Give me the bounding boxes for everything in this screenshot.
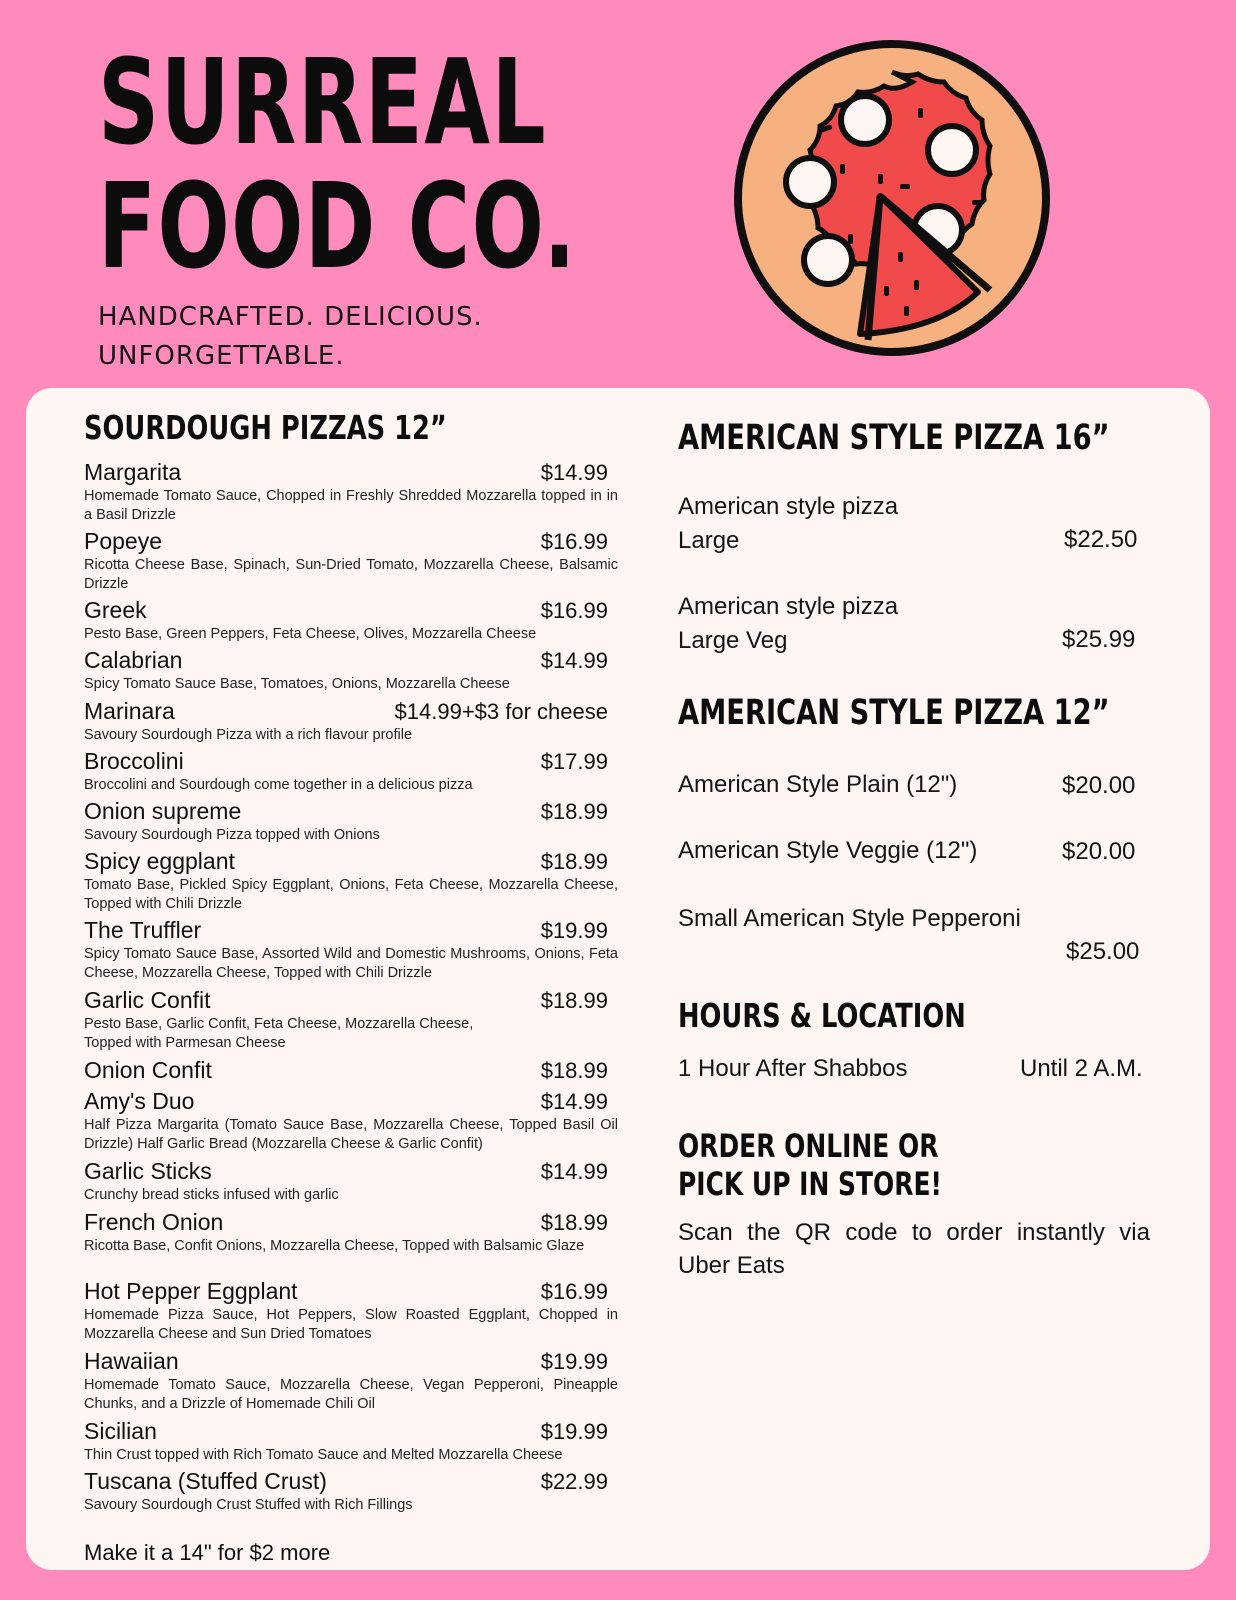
item-name: The Truffler [84,917,202,943]
american-16-item-1-line-1: American style pizza [678,493,899,520]
item-name: Onion supreme [84,798,242,824]
menu-item [84,1209,618,1278]
order-heading-line-1: ORDER ONLINE OR [678,1127,939,1165]
item-description: Crunchy bread sticks infused with garlic [84,1187,339,1203]
item-price: $14.99 [540,648,608,673]
item-price: $18.99 [540,799,608,824]
american-16-item-1-line-2: Large [678,527,740,554]
menu-item [84,987,618,1057]
menu-item [84,1088,618,1158]
tagline-line-1: HANDCRAFTED. DELICIOUS. [98,302,483,332]
item-name: Amy's Duo [84,1088,195,1114]
sourdough-heading: SOURDOUGH PIZZAS 12” [84,408,447,447]
american-16-item-2-line-1: American style pizza [678,593,899,620]
item-price: $14.99 [540,460,608,485]
item-name: Onion Confit [84,1057,212,1083]
american-12-item-2-price: $20.00 [1062,838,1136,865]
item-description: Pesto Base, Green Peppers, Feta Cheese, Olives, Mozzarella Cheese [84,626,537,642]
item-price: $14.99+$3 for cheese [394,699,608,724]
item-name: Tuscana (Stuffed Crust) [84,1468,327,1494]
tagline-line-2: UNFORGETTABLE. [98,341,345,371]
menu-item [84,848,618,917]
item-name: Hawaiian [84,1348,179,1374]
item-description: Broccolini and Sourdough come together in a delicious pizza [84,777,473,793]
item-description: Spicy Tomato Sauce Base, Assorted Wild and Domestic Mushrooms, Onions, Feta Cheese, Mozzarella Cheese, Topped with Chili Drizzle [84,946,618,981]
item-name: Sicilian [84,1418,157,1444]
pizza-slice-icon [728,34,1056,362]
menu-item [84,748,618,798]
item-price: $18.99 [540,988,608,1013]
menu-item [84,459,618,528]
item-description: Homemade Tomato Sauce, Mozzarella Cheese, Vegan Pepperoni, Pineapple Chunks, and a Drizzle of Homemade Chili Oil [84,1377,618,1412]
item-description: Homemade Tomato Sauce, Chopped in Freshly Shredded Mozzarella topped in in a Basil Drizzle [84,488,618,523]
item-price: $18.99 [540,1058,608,1083]
brand-line-1: SURREAL [98,33,548,171]
item-price: $17.99 [540,749,608,774]
american-16-heading: AMERICAN STYLE PIZZA 16” [678,418,1110,458]
item-price: $16.99 [540,529,608,554]
item-description: Spicy Tomato Sauce Base, Tomatoes, Onions, Mozzarella Cheese [84,676,510,692]
item-price: $14.99 [540,1159,608,1184]
item-description: Savoury Sourdough Pizza topped with Onions [84,827,380,843]
item-description: Savoury Sourdough Crust Stuffed with Rich Fillings [84,1497,413,1513]
item-description: Half Pizza Margarita (Tomato Sauce Base, Mozzarella Cheese, Topped Basil Oil Drizzle) Half Garlic Bread (Mozzarella Cheese & Garlic Confit) [84,1117,618,1152]
item-price: $19.99 [540,1349,608,1374]
menu-item [84,1348,618,1418]
item-name: Garlic Confit [84,987,211,1013]
item-price: $19.99 [540,1419,608,1444]
menu-item [84,1278,618,1348]
american-12-heading: AMERICAN STYLE PIZZA 12” [678,693,1110,733]
menu-item [84,798,618,848]
american-12-item-1-price: $20.00 [1062,772,1136,799]
american-16-item-2-line-2: Large Veg [678,627,788,654]
menu-item [84,1468,618,1518]
menu-item [84,1057,618,1088]
brand-title [98,33,578,295]
hours-heading: HOURS & LOCATION [678,996,966,1035]
order-heading [678,1127,942,1203]
item-price: $19.99 [540,918,608,943]
item-description: Ricotta Base, Confit Onions, Mozzarella Cheese, Topped with Balsamic Glaze [84,1238,585,1254]
menu-item [84,528,618,597]
item-name: Marinara [84,698,175,724]
item-name: Greek [84,597,147,623]
item-name: Popeye [84,528,163,554]
order-instructions: Scan the QR code to order instantly via Uber Eats [678,1219,1150,1279]
item-description: Ricotta Cheese Base, Spinach, Sun-Dried Tomato, Mozzarella Cheese, Balsamic Drizzle [84,557,618,592]
menu-item [84,698,618,748]
item-name: French Onion [84,1209,224,1235]
sourdough-list [84,459,618,1518]
menu-item [84,917,618,987]
hours-close: Until 2 A.M. [1020,1055,1143,1082]
brand-line-2: FOOD CO. [98,157,578,295]
item-price: $16.99 [540,1279,608,1304]
hours-open: 1 Hour After Shabbos [678,1055,908,1082]
item-description: Tomato Base, Pickled Spicy Eggplant, Onions, Feta Cheese, Mozzarella Cheese, Topped with Chili Drizzle [84,877,618,912]
order-heading-line-2: PICK UP IN STORE! [678,1165,942,1203]
item-name: Spicy eggplant [84,848,235,874]
item-description: Savoury Sourdough Pizza with a rich flavour profile [84,727,413,743]
american-12-item-3-price: $25.00 [1066,938,1140,965]
american-12-item-1-name: American Style Plain (12") [678,771,958,798]
item-price: $16.99 [540,598,608,623]
tagline [98,298,483,376]
item-description: Thin Crust topped with Rich Tomato Sauce and Melted Mozzarella Cheese [84,1447,563,1463]
american-16-item-2-price: $25.99 [1062,626,1136,653]
menu-item [84,647,618,698]
item-price: $14.99 [540,1089,608,1114]
item-price: $18.99 [540,1210,608,1235]
item-description: Pesto Base, Garlic Confit, Feta Cheese, Mozzarella Cheese, Topped with Parmesan Cheese [84,1016,474,1051]
menu-item [84,597,618,647]
american-12-item-3-name: Small American Style Pepperoni [678,905,1021,932]
item-name: Calabrian [84,647,183,673]
american-12-item-2-name: American Style Veggie (12") [678,837,978,864]
item-description: Homemade Pizza Sauce, Hot Peppers, Slow Roasted Eggplant, Chopped in Mozzarella Cheese and Sun Dried Tomatoes [84,1307,618,1342]
menu-item [84,1158,618,1209]
item-name: Broccolini [84,748,184,774]
item-price: $22.99 [540,1469,608,1494]
menu-item [84,1418,618,1468]
item-name: Garlic Sticks [84,1158,212,1184]
size-upgrade-note: Make it a 14" for $2 more [84,1540,331,1565]
item-name: Margarita [84,459,182,485]
item-price: $18.99 [540,849,608,874]
american-16-item-1-price: $22.50 [1064,526,1138,553]
item-name: Hot Pepper Eggplant [84,1278,298,1304]
